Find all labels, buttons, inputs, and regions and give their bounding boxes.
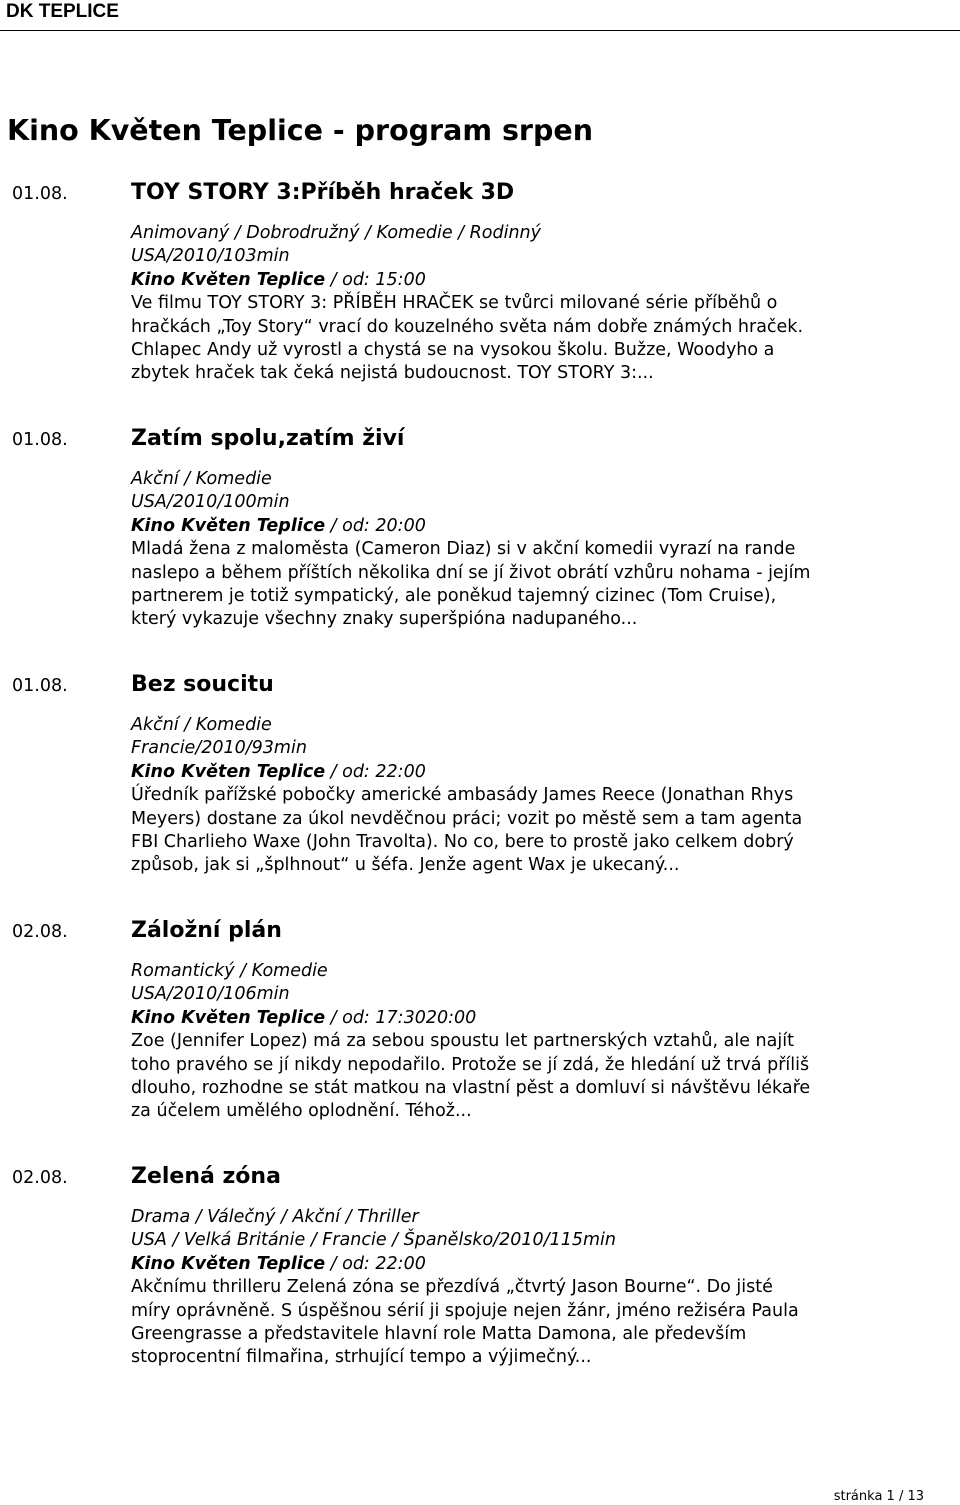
event-body [131, 422, 871, 632]
event-showtime [131, 761, 871, 784]
event-description [131, 1276, 871, 1370]
description-line: Meyers) dostane za úkol nevděčnou práci; vozit po městě sem a tam agenta [131, 808, 803, 829]
event-description [131, 1030, 871, 1124]
event-item [0, 176, 960, 422]
from-label: / od: [330, 761, 370, 782]
venue-name: Kino Květen Teplice [131, 1007, 326, 1028]
description-line: Úředník pařížské pobočky americké ambasády James Reece (Jonathan Rhys [131, 785, 794, 806]
showtime-value: 22:00 [375, 761, 426, 782]
from-label: / od: [330, 269, 370, 290]
event-origin: USA/2010/106min [131, 984, 290, 1005]
event-genre: Akční / Komedie [131, 715, 272, 735]
event-showtime [131, 1007, 871, 1030]
description-line: partnerem je totiž sympatický, ale poněkud tajemný cizinec (Tom Cruise), [131, 586, 777, 607]
description-line: Greengrasse a představitele hlavní role Matta Damona, ale především [131, 1324, 747, 1345]
description-line: hračkách „Toy Story“ vrací do kouzelného světa nám dobře známých hraček. [131, 316, 804, 337]
event-item [0, 914, 960, 1160]
description-line: FBI Charlieho Waxe (John Travolta). No co, bere to prostě jako celkem dobrý [131, 832, 794, 853]
page-title: Kino Květen Teplice - program srpen [7, 114, 594, 147]
description-line: za účelem umělého oplodnění. Téhož... [131, 1101, 472, 1122]
description-line: stoprocentní filmařina, strhující tempo a výjimečný... [131, 1347, 592, 1368]
description-line: Zoe (Jennifer Lopez) má za sebou spoustu let partnerských vztahů, ale najít [131, 1031, 794, 1052]
event-showtime [131, 269, 871, 292]
venue-name: Kino Květen Teplice [131, 761, 326, 782]
event-item [0, 1160, 960, 1406]
event-item [0, 422, 960, 668]
description-line: který vykazuje všechny znaky superšpióna nadupaného... [131, 609, 638, 630]
event-title: Bez soucitu [131, 672, 274, 697]
description-line: Chlapec Andy už vyrostl a chystá se na vysokou školu. Bužze, Woodyho a [131, 340, 775, 361]
description-line: dlouho, rozhodne se stát matkou na vlastní pěst a domluví si návštěvu lékaře [131, 1078, 811, 1099]
showtime-value: 17:3020:00 [375, 1007, 477, 1028]
description-line: toho pravého se jí nikdy nepodařilo. Protože se jí zdá, že hledání už trvá příliš [131, 1054, 810, 1075]
from-label: / od: [330, 1007, 370, 1028]
event-genre: Animovaný / Dobrodružný / Komedie / Rodinný [131, 223, 541, 243]
event-description [131, 784, 871, 878]
event-title: Zelená zóna [131, 1164, 281, 1189]
event-genre: Romantický / Komedie [131, 961, 328, 981]
description-line: Ve filmu TOY STORY 3: PŘÍBĚH HRAČEK se tvůrci milované série příběhů o [131, 293, 778, 314]
description-line: míry oprávněně. S úspěšnou sérií ji spojuje nejen žánr, jméno režiséra Paula [131, 1300, 799, 1321]
event-body [131, 668, 871, 878]
showtime-value: 15:00 [375, 269, 426, 290]
site-name: DK TEPLICE [6, 1, 119, 22]
event-title: TOY STORY 3:Příběh hraček 3D [131, 180, 515, 205]
event-meta [131, 1206, 871, 1276]
event-showtime [131, 1253, 871, 1276]
event-body [131, 1160, 871, 1370]
venue-name: Kino Květen Teplice [131, 515, 326, 536]
description-line: Mladá žena z maloměsta (Cameron Diaz) si v akční komedii vyrazí na rande [131, 539, 796, 560]
event-body [131, 914, 871, 1124]
showtime-value: 22:00 [375, 1253, 426, 1274]
event-origin: USA/2010/100min [131, 492, 290, 513]
event-list [0, 176, 960, 1406]
showtime-value: 20:00 [375, 515, 426, 536]
header-rule [0, 30, 960, 31]
event-genre: Akční / Komedie [131, 469, 272, 489]
description-line: zbytek hraček tak čeká nejistá budoucnost. TOY STORY 3:... [131, 363, 654, 384]
event-title: Zatím spolu,zatím živí [131, 426, 405, 451]
event-meta [131, 468, 871, 538]
from-label: / od: [330, 515, 370, 536]
description-line: Akčnímu thrilleru Zelená zóna se přezdívá „čtvrtý Jason Bourne“. Do jisté [131, 1277, 773, 1298]
event-body [131, 176, 871, 386]
event-meta [131, 222, 871, 292]
event-item [0, 668, 960, 914]
event-genre: Drama / Válečný / Akční / Thriller [131, 1207, 419, 1227]
event-origin: USA/2010/103min [131, 246, 290, 267]
event-origin: USA / Velká Británie / Francie / Španělsko/2010/115min [131, 1230, 616, 1251]
event-description [131, 538, 871, 632]
event-title: Záložní plán [131, 918, 282, 943]
description-line: naslepo a během příštích několika dní se jí život obrátí vzhůru nohama - jejím [131, 562, 811, 583]
event-meta [131, 960, 871, 1030]
event-date: 01.08. [12, 184, 68, 204]
event-origin: Francie/2010/93min [131, 738, 307, 759]
event-date: 02.08. [12, 922, 68, 942]
event-showtime [131, 515, 871, 538]
site-header [0, 0, 960, 32]
page-number: stránka 1 / 13 [833, 1489, 924, 1504]
venue-name: Kino Květen Teplice [131, 269, 326, 290]
event-date: 02.08. [12, 1168, 68, 1188]
event-date: 01.08. [12, 676, 68, 696]
from-label: / od: [330, 1253, 370, 1274]
event-meta [131, 714, 871, 784]
event-description [131, 292, 871, 386]
venue-name: Kino Květen Teplice [131, 1253, 326, 1274]
event-date: 01.08. [12, 430, 68, 450]
description-line: způsob, jak si „šplhnout“ u šéfa. Jenže agent Wax je ukecaný... [131, 855, 680, 876]
